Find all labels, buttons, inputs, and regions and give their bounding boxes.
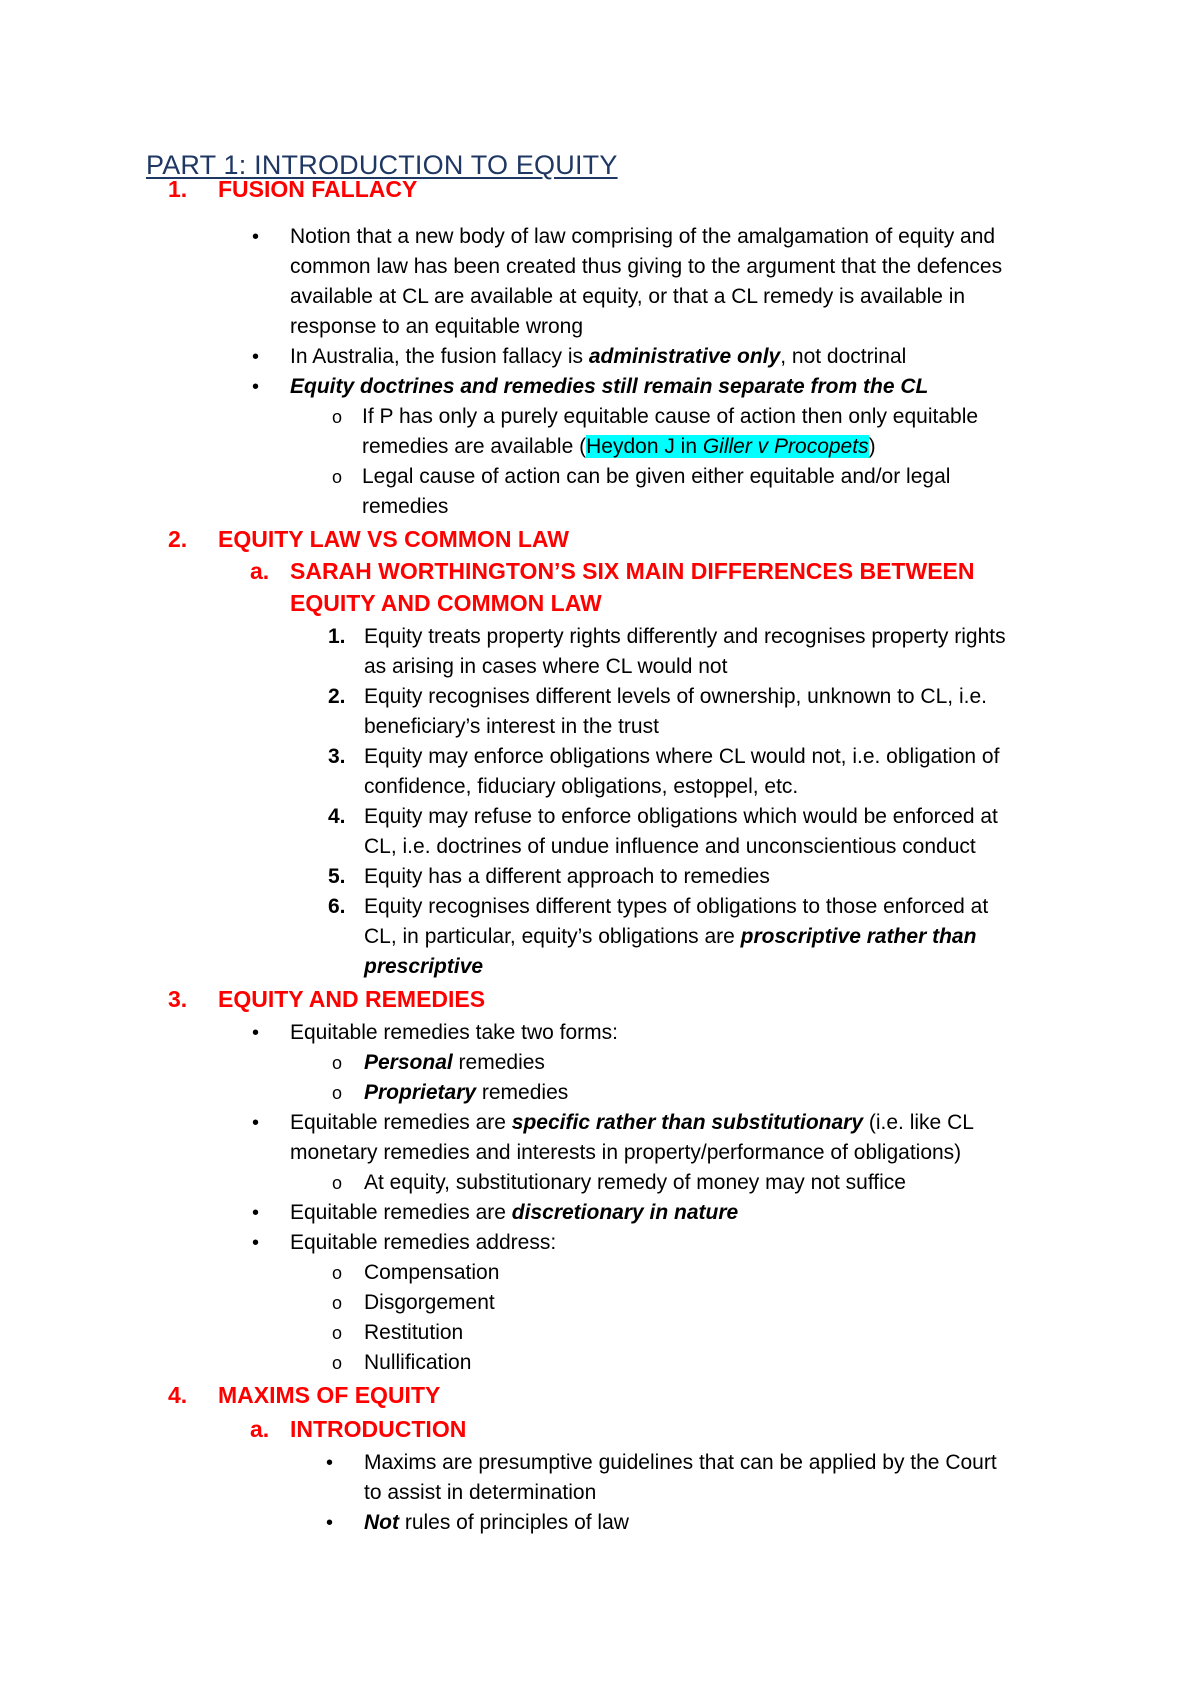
difference-text: beneficiary’s interest in the trust — [364, 715, 659, 738]
bullet-icon: • — [326, 1452, 334, 1474]
section-3-heading: EQUITY AND REMEDIES — [218, 986, 486, 1012]
remedies-forms-line: Equitable remedies take two forms: — [290, 1021, 618, 1044]
difference-text: Equity may enforce obligations where CL would not, i.e. obligation of — [364, 745, 1000, 768]
legal-cause-line: remedies — [362, 495, 449, 518]
difference-text: Equity treats property rights differently and recognises property rights — [364, 625, 1006, 648]
difference-text: confidence, fiduciary obligations, estoppel, etc. — [364, 775, 799, 798]
substitutionary-line: At equity, substitutionary remedy of money may not suffice — [364, 1171, 906, 1194]
difference-text: Equity may refuse to enforce obligations which would be enforced at — [364, 805, 998, 828]
discretionary-line: Equitable remedies are discretionary in nature — [290, 1201, 739, 1224]
section-4-heading: MAXIMS OF EQUITY — [218, 1382, 441, 1408]
bullet-icon: • — [252, 376, 260, 398]
maxims-text-line: to assist in determination — [364, 1481, 597, 1504]
circle-bullet-icon: o — [332, 407, 343, 427]
not-rules-line: Not rules of principles of law — [364, 1511, 629, 1534]
subsection-4a-letter: a. — [250, 1416, 270, 1442]
circle-bullet-icon: o — [332, 1173, 343, 1193]
difference-number: 2. — [328, 685, 346, 708]
address-item: Restitution — [364, 1321, 464, 1344]
address-item: Nullification — [364, 1351, 472, 1374]
difference-number: 6. — [328, 895, 346, 918]
address-item: Disgorgement — [364, 1291, 495, 1314]
case-citation-highlight: Heydon J in Giller v Procopets — [586, 435, 869, 458]
fusion-australia-line: In Australia, the fusion fallacy is administrative only, not doctrinal — [290, 345, 907, 368]
subsection-2a-heading: SARAH WORTHINGTON’S SIX MAIN DIFFERENCES BETWEEN — [290, 558, 975, 584]
bullet-icon: • — [252, 1202, 260, 1224]
difference-number: 5. — [328, 865, 346, 888]
equitable-cause-line: If P has only a purely equitable cause of action then only equitable — [362, 405, 979, 428]
circle-bullet-icon: o — [332, 1083, 343, 1103]
circle-bullet-icon: o — [332, 1293, 343, 1313]
section-3-number: 3. — [168, 986, 188, 1012]
subsection-2a-letter: a. — [250, 558, 270, 584]
bullet-icon: • — [252, 1112, 260, 1134]
difference-text: CL, in particular, equity’s obligations are proscriptive rather than — [364, 925, 977, 948]
address-item: Compensation — [364, 1261, 500, 1284]
section-4-number: 4. — [168, 1382, 188, 1408]
subsection-2a-heading: EQUITY AND COMMON LAW — [290, 590, 602, 616]
circle-bullet-icon: o — [332, 1323, 343, 1343]
fusion-text-line: response to an equitable wrong — [290, 315, 584, 338]
proprietary-remedies-line: Proprietary remedies — [364, 1081, 569, 1104]
specific-remedies-line: Equitable remedies are specific rather than substitutionary (i.e. like CL — [290, 1111, 974, 1134]
maxims-text-line: Maxims are presumptive guidelines that can be applied by the Court — [364, 1451, 997, 1474]
difference-text: Equity recognises different levels of ownership, unknown to CL, i.e. — [364, 685, 987, 708]
specific-remedies-line-2: monetary remedies and interests in property/performance of obligations) — [290, 1141, 962, 1164]
bullet-icon: • — [252, 226, 260, 248]
difference-text: Equity has a different approach to remedies — [364, 865, 770, 888]
bullet-icon: • — [252, 346, 260, 368]
section-1-heading: FUSION FALLACY — [218, 176, 418, 202]
section-2-number: 2. — [168, 526, 188, 552]
circle-bullet-icon: o — [332, 1353, 343, 1373]
fusion-text-line: Notion that a new body of law comprising of the amalgamation of equity and — [290, 225, 996, 248]
bullet-icon: • — [326, 1512, 334, 1534]
difference-text: prescriptive — [364, 955, 484, 978]
difference-number: 4. — [328, 805, 346, 828]
equitable-cause-line-2: remedies are available (Heydon J in Giller v Procopets) — [362, 435, 876, 458]
remedies-address-line: Equitable remedies address: — [290, 1231, 557, 1254]
circle-bullet-icon: o — [332, 1263, 343, 1283]
difference-text: Equity recognises different types of obligations to those enforced at — [364, 895, 989, 918]
difference-number: 1. — [328, 625, 346, 648]
circle-bullet-icon: o — [332, 1053, 343, 1073]
section-2-heading: EQUITY LAW VS COMMON LAW — [218, 526, 569, 552]
difference-text: as arising in cases where CL would not — [364, 655, 728, 678]
legal-cause-line: Legal cause of action can be given either equitable and/or legal — [362, 465, 951, 488]
section-1-number: 1. — [168, 176, 188, 202]
page-title: PART 1: INTRODUCTION TO EQUITY — [146, 150, 618, 180]
difference-text: CL, i.e. doctrines of undue influence and unconscientious conduct — [364, 835, 976, 858]
separate-doctrines-line: Equity doctrines and remedies still remain separate from the CL — [290, 375, 929, 398]
personal-remedies-line: Personal remedies — [364, 1051, 545, 1074]
bullet-icon: • — [252, 1232, 260, 1254]
bullet-icon: • — [252, 1022, 260, 1044]
circle-bullet-icon: o — [332, 467, 343, 487]
subsection-4a-heading: INTRODUCTION — [290, 1416, 467, 1442]
difference-number: 3. — [328, 745, 346, 768]
fusion-text-line: available at CL are available at equity, or that a CL remedy is available in — [290, 285, 966, 308]
fusion-text-line: common law has been created thus giving to the argument that the defences — [290, 255, 1003, 278]
